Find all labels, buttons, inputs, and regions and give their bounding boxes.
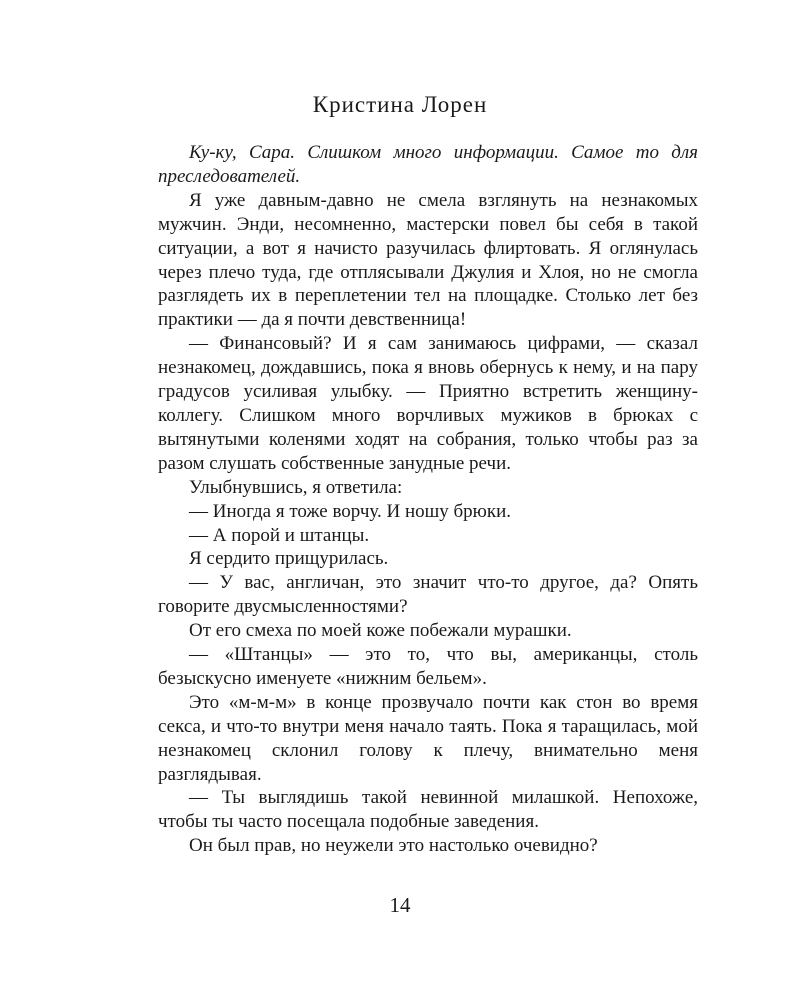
body-text [158, 141, 698, 858]
paragraph: — А порой и штанцы. [189, 524, 370, 546]
paragraph: — «Штанцы» — это то, что вы, американцы, столь безыскусно именуете «нижним бельем». [158, 644, 698, 689]
paragraph: Он был прав, но неужели это настолько очевидно? [189, 835, 598, 857]
paragraph: — Ты выглядишь такой невинной милашкой. Непохоже, чтобы ты часто посещала подобные заведения. [158, 787, 698, 833]
paragraph: — Финансовый? И я сам занимаюсь цифрами, — сказал незнакомец, дождавшись, пока я вновь обернусь к нему, и на пару градусов усиливая улыбку. — Приятно встретить женщину-коллегу. Слишком много ворчливых мужиков в брюках с вытянутыми коленями ходят на собрания, только чтобы раз за разом слушать собственные занудные речи. [158, 333, 698, 474]
paragraph: Это «м-м-м» в конце прозвучало почти как стон во время секса, и что-то внутри меня начало таять. Пока я таращилась, мой незнакомец склонил голову к плечу, внимательно меня разглядывая. [158, 691, 698, 785]
paragraph: Я уже давным-давно не смела взглянуть на незнакомых мужчин. Энди, несомненно, мастерски повел бы себя в такой ситуации, а вот я начисто разучилась флиртовать. Я оглянулась через плечо туда, где отплясывали Джулия и Хлоя, но не смогла разглядеть их в переплетении тел на площадке. Столько лет без практики — да я почти девственница! [158, 189, 698, 331]
paragraph: Ку-ку, Сара. Слишком много информации. Самое то для преследователей. [158, 142, 698, 187]
page-number: 14 [389, 893, 411, 917]
paragraph: Я сердито прищурилась. [189, 548, 389, 570]
paragraph: — У вас, англичан, это значит что-то другое, да? Опять говорите двусмысленностями? [158, 572, 698, 618]
paragraph: — Иногда я тоже ворчу. И ношу брюки. [189, 500, 512, 522]
paragraph: От его смеха по моей коже побежали мурашки. [189, 620, 572, 642]
running-head: Кристина Лорен [312, 92, 488, 117]
paragraph: Улыбнувшись, я ответила: [189, 476, 403, 498]
